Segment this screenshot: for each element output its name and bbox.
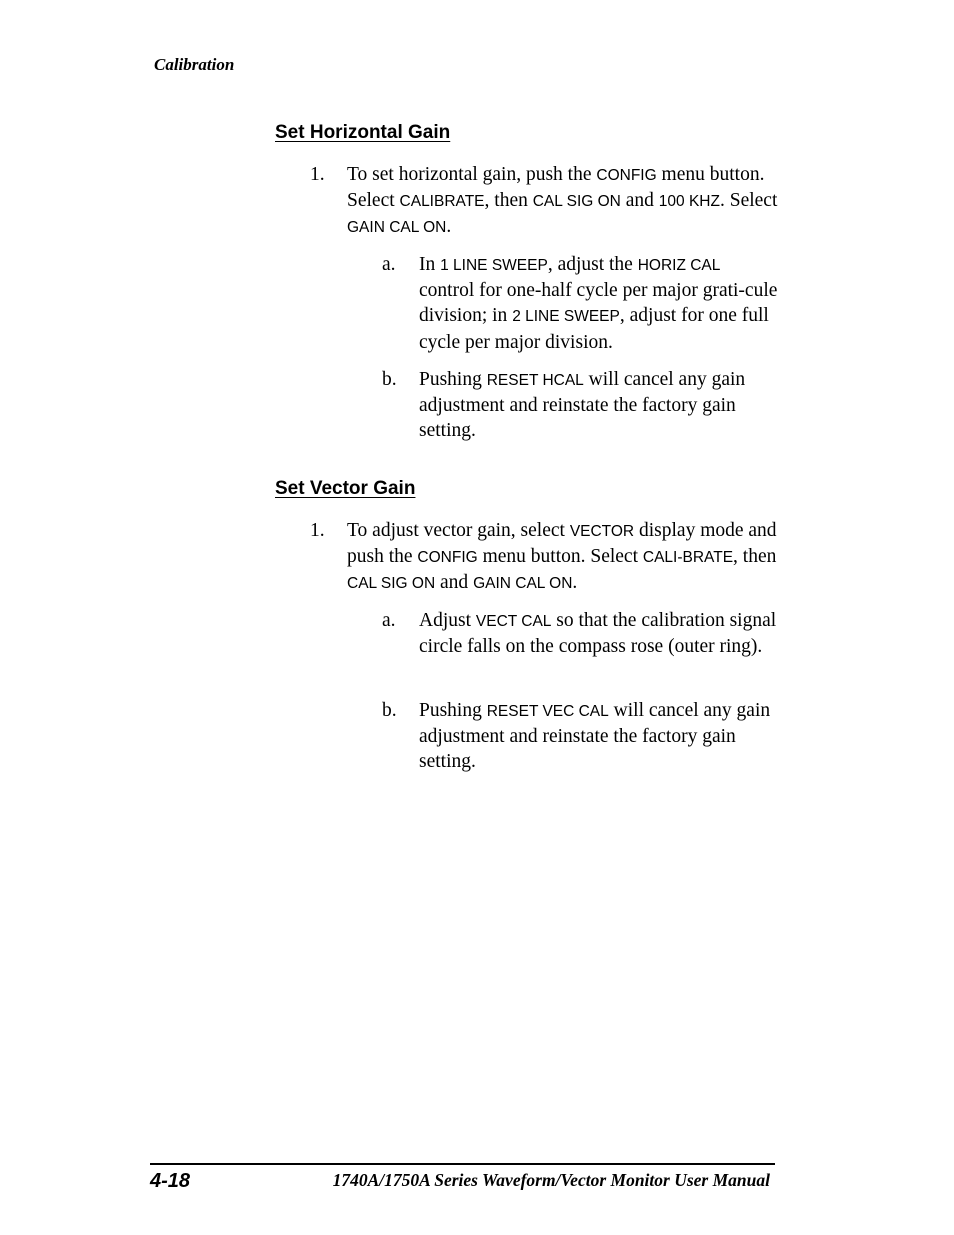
section-heading-vector-gain: Set Vector Gain (275, 478, 416, 499)
substep-text (419, 698, 779, 775)
keyword: 100 KHZ (658, 193, 720, 211)
keyword: 2 LINE SWEEP (512, 308, 620, 326)
text-run: menu button. Select (347, 164, 765, 212)
step-number: 1. (310, 164, 325, 185)
text-run: will cancel any gain adjustment and reinstate the factory gain setting. (419, 369, 746, 442)
text-run: menu button. Select (477, 546, 643, 568)
text-run: will cancel any gain adjustment and reinstate the factory gain setting. (419, 700, 771, 773)
keyword: CONFIG (596, 167, 657, 184)
text-run: To set horizontal gain, push the (347, 164, 597, 185)
keyword: CONFIG (417, 549, 478, 567)
keyword: HORIZ CAL (637, 257, 721, 274)
text-run: To adjust vector gain, select (347, 520, 570, 541)
keyword: RESET HCAL (486, 372, 584, 389)
substep-letter: b. (382, 700, 397, 721)
text-run: In (419, 254, 441, 275)
step-number: 1. (310, 520, 325, 541)
text-run: so that the calibration signal circle falls on the compass rose (outer ring). (419, 610, 777, 658)
text-run: , then (733, 546, 777, 568)
keyword: 1 LINE SWEEP (440, 257, 548, 274)
text-run: Adjust (419, 610, 476, 631)
substep-letter: a. (382, 610, 396, 631)
text-run: and (620, 190, 659, 212)
text-run: , adjust for one full cycle per major division. (419, 305, 769, 353)
manual-title: 1740A/1750A Series Waveform/Vector Monitor User Manual (332, 1170, 770, 1190)
text-run: Pushing (419, 700, 487, 721)
keyword: VECT CAL (475, 613, 552, 630)
text-run: . (572, 572, 578, 594)
keyword: CAL SIG ON (532, 193, 621, 211)
substep-text (419, 608, 779, 659)
keyword: CAL SIG ON (347, 575, 436, 593)
keyword: GAIN CAL ON (347, 219, 447, 237)
text-run: Pushing (419, 369, 487, 390)
step-text (347, 162, 787, 241)
text-run: display mode and push the (347, 520, 777, 568)
keyword: CALI-BRATE (642, 549, 734, 567)
running-head: Calibration (154, 55, 235, 74)
substep-letter: b. (382, 369, 397, 390)
text-run: control for one-half cycle per major grati-cule division; in (419, 280, 778, 327)
footer-divider (150, 1163, 775, 1165)
keyword: GAIN CAL ON (473, 575, 573, 593)
text-run: . Select (719, 190, 778, 212)
text-run: , adjust the (547, 254, 638, 275)
substep-text (419, 367, 779, 444)
step-text (347, 518, 787, 597)
text-run: . (446, 216, 452, 238)
keyword: VECTOR (569, 523, 635, 540)
page-number: 4-18 (150, 1170, 191, 1192)
substep-letter: a. (382, 254, 396, 275)
keyword: RESET VEC CAL (486, 703, 609, 720)
text-run: , then (484, 190, 533, 212)
keyword: CALIBRATE (399, 193, 485, 211)
text-run: and (435, 572, 474, 594)
substep-text (419, 252, 779, 355)
section-heading-horizontal-gain: Set Horizontal Gain (275, 122, 451, 143)
